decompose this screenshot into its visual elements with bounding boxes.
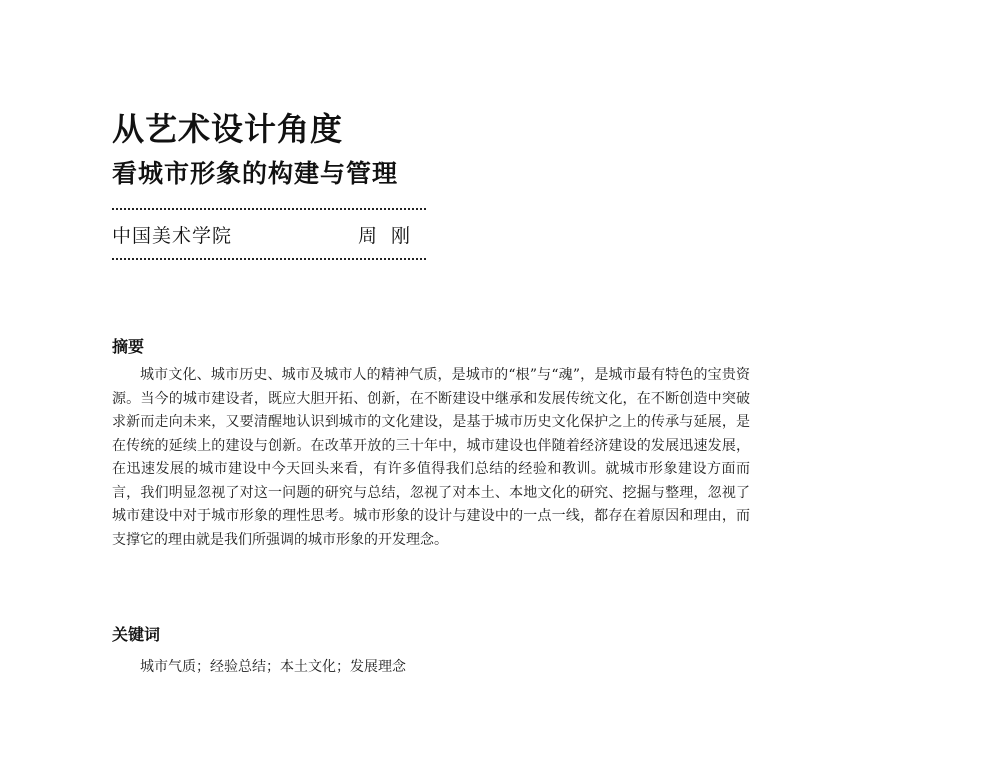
byline bbox=[112, 222, 426, 250]
keywords-text: 城市气质；经验总结；本土文化；发展理念 bbox=[140, 659, 406, 675]
dotted-divider-bottom bbox=[112, 258, 426, 260]
article-subtitle: 看城市形象的构建与管理 bbox=[112, 159, 399, 188]
author-name: 周刚 bbox=[357, 225, 424, 247]
abstract-text: 城市文化、城市历史、城市及城市人的精神气质，是城市的“根”与“魂”，是城市最有特色的宝贵资源。当今的城市建设者，既应大胆开拓、创新，在不断建设中继承和发展传统文化，在不断创造中突破求新而走向未来，又要清醒地认识到城市的文化建设，是基于城市历史文化保护之上的传承与延展，是在传统的延续上的建设与创新。在改革开放的三十年中，城市建设也伴随着经济建设的发展迅速发展，在迅速发展的城市建设中今天回头来看，有许多值得我们总结的经验和教训。就城市形象建设方面而言，我们明显忽视了对这一问题的研究与总结，忽视了对本土、本地文化的研究、挖掘与整理，忽视了城市建设中对于城市形象的理性思考。城市形象的设计与建设中的一点一线，都存在着原因和理由，而支撑它的理由就是我们所强调的城市形象的开发理念。 bbox=[112, 367, 750, 548]
abstract-heading: 摘要 bbox=[112, 337, 145, 356]
keywords-heading: 关键词 bbox=[112, 625, 161, 644]
dotted-divider-top bbox=[112, 208, 426, 210]
article-title: 从艺术设计角度 bbox=[112, 110, 344, 148]
author-affiliation: 中国美术学院 bbox=[112, 225, 233, 247]
